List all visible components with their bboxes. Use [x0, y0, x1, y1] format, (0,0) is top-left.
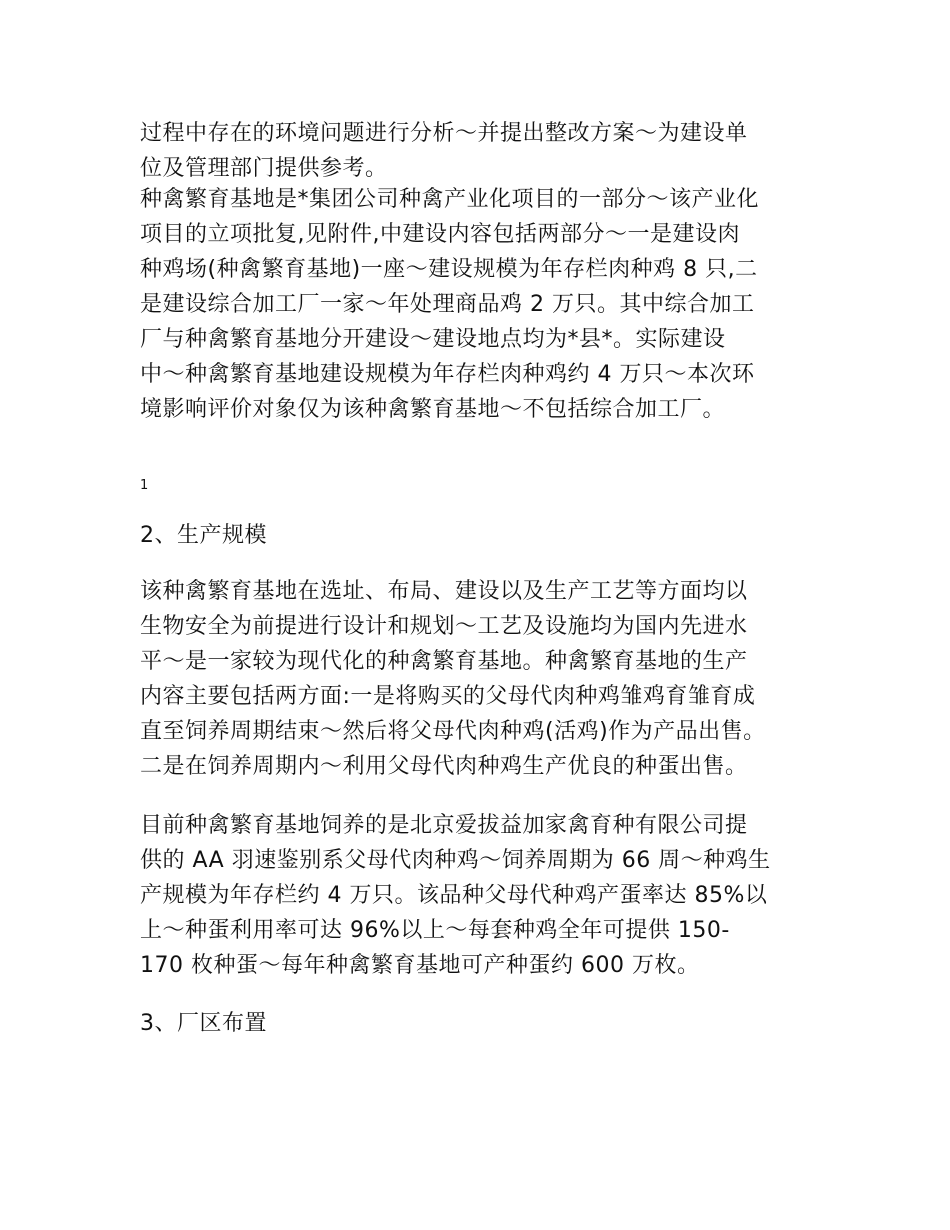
paragraph-line: 种禽繁育基地是*集团公司种禽产业化项目的一部分～该产业化: [140, 187, 760, 212]
section-heading-2: 2、生产规模: [140, 523, 267, 548]
paragraph-3: [140, 574, 820, 784]
paragraph-line: 该种禽繁育基地在选址、布局、建设以及生产工艺等方面均以: [140, 579, 748, 604]
paragraph-line: 直至饲养周期结束～然后将父母代肉种鸡(活鸡)作为产品出售。: [140, 719, 766, 744]
section-heading-3: 3、厂区布置: [140, 1011, 267, 1036]
paragraph-line: 中～种禽繁育基地建设规模为年存栏肉种鸡约 4 万只～本次环: [140, 362, 755, 387]
paragraph-line: 项目的立项批复,见附件,中建设内容包括两部分～一是建设肉: [140, 222, 740, 247]
paragraph-line: 生物安全为前提进行设计和规划～工艺及设施均为国内先进水: [140, 614, 748, 639]
paragraph-line: 过程中存在的环境问题进行分析～并提出整改方案～为建设单: [140, 121, 748, 146]
paragraph-line: 平～是一家较为现代化的种禽繁育基地。种禽繁育基地的生产: [140, 649, 748, 674]
paragraph-line: 供的 AA 羽速鉴别系父母代肉种鸡～饲养周期为 66 周～种鸡生: [140, 848, 771, 873]
paragraph-4: [140, 808, 820, 983]
paragraph-line: 厂与种禽繁育基地分开建设～建设地点均为*县*。实际建设: [140, 327, 726, 352]
paragraph-line: 是建设综合加工厂一家～年处理商品鸡 2 万只。其中综合加工: [140, 292, 755, 317]
paragraph-line: 位及管理部门提供参考。: [140, 156, 388, 181]
paragraph-line: 170 枚种蛋～每年种禽繁育基地可产种蛋约 600 万枚。: [140, 953, 700, 978]
paragraph-1: [140, 116, 820, 186]
paragraph-line: 种鸡场(种禽繁育基地)一座～建设规模为年存栏肉种鸡 8 只,二: [140, 257, 758, 282]
paragraph-line: 目前种禽繁育基地饲养的是北京爱拔益加家禽育种有限公司提: [140, 813, 748, 838]
paragraph-line: 上～种蛋利用率可达 96%以上～每套种鸡全年可提供 150-: [140, 918, 730, 943]
paragraph-line: 境影响评价对象仅为该种禽繁育基地～不包括综合加工厂。: [140, 397, 726, 422]
paragraph-line: 产规模为年存栏约 4 万只。该品种父母代种鸡产蛋率达 85%以: [140, 883, 768, 908]
page-number: 1: [140, 478, 149, 493]
paragraph-2: [140, 182, 820, 427]
paragraph-line: 内容主要包括两方面:一是将购买的父母代肉种鸡雏鸡育雏育成: [140, 684, 756, 709]
paragraph-line: 二是在饲养周期内～利用父母代肉种鸡生产优良的种蛋出售。: [140, 754, 748, 779]
